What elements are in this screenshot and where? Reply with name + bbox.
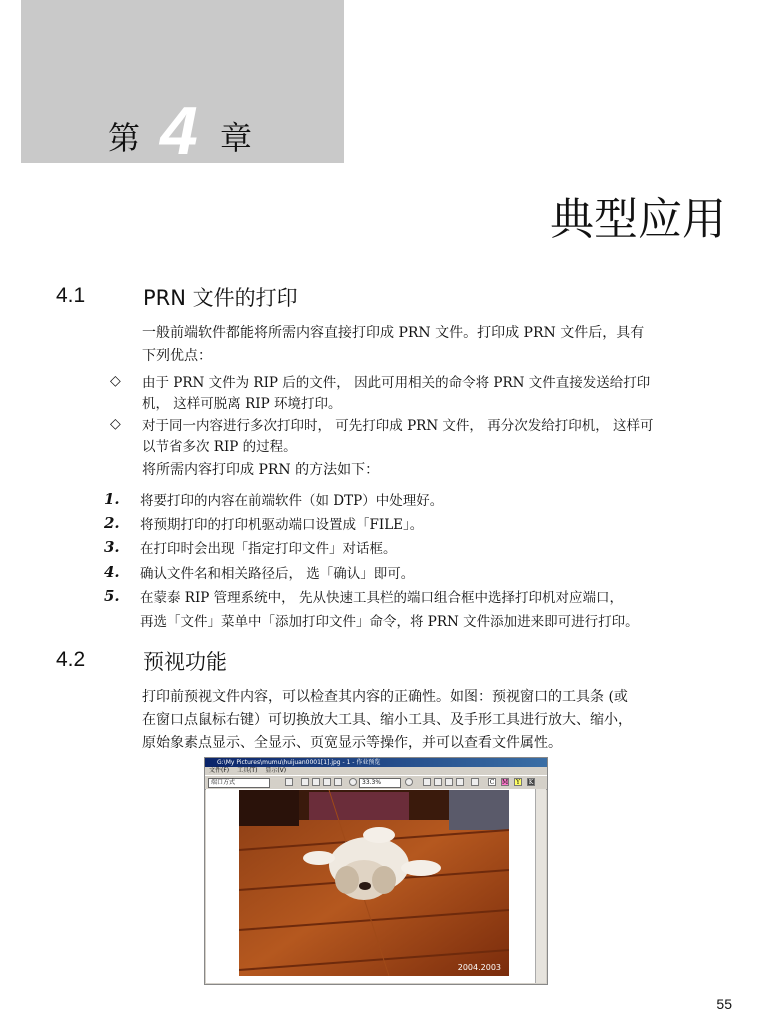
preview-canvas (206, 789, 536, 983)
magenta-channel-button: M (502, 779, 509, 786)
step-text: 再选「文件」菜单中「添加打印文件」命令，将 PRN 文件添加进来即可进行打印。 (140, 614, 639, 630)
actual-size-icon (445, 778, 453, 786)
section-number: 4.2 (56, 648, 86, 671)
dog-photo (239, 790, 509, 976)
bullet-line: 对于同一内容进行多次打印时， 可先打印成 PRN 文件， 再分次发给打印机， 这样可 (142, 418, 654, 434)
port-combo: 端口方式 (208, 778, 270, 788)
step-number: 2. (104, 514, 120, 532)
chapter-title: 典型应用 (550, 194, 726, 245)
step-number: 4. (104, 563, 120, 581)
zoom-in-tool-icon (301, 778, 309, 786)
hand-tool-icon (323, 778, 331, 786)
dog-photo-illustration (239, 790, 509, 976)
paragraph-line: 打印前预视文件内容，可以检查其内容的正确性。如图：预视窗口的工具条 (或 (142, 689, 628, 705)
step-text: 将要打印的内容在前端软件（如 DTP）中处理好。 (140, 493, 444, 509)
paragraph-line: 原始象素点显示、全显示、页宽显示等操作，并可以查看文件属性。 (142, 735, 562, 751)
grid-icon (471, 778, 479, 786)
chapter-prefix: 第 (108, 119, 141, 157)
rotate-tool-icon (334, 778, 342, 786)
chapter-suffix: 章 (220, 119, 253, 157)
paragraph-line: 将所需内容打印成 PRN 的方法如下： (142, 462, 380, 478)
step-text: 将预期打印的打印机驱动端口设置成「FILE」。 (140, 517, 424, 533)
zoom-plus-icon (405, 778, 413, 786)
zoom-out-tool-icon (312, 778, 320, 786)
preview-window-titlebar: G:\My Pictures\mumu\huijuan0001[1].jpg - 1 - 作业预览 (205, 758, 547, 767)
step-number: 5. (104, 587, 120, 605)
diamond-bullet-icon: ◇ (110, 416, 121, 432)
black-channel-button: K (528, 779, 534, 786)
page-tool-icon (285, 778, 293, 786)
yellow-channel-button: Y (514, 778, 522, 786)
step-text: 在打印时会出现「指定打印文件」对话框。 (140, 541, 397, 557)
photo-date-stamp: 2004.2003 (457, 963, 501, 972)
zoom-combo: 33.3% (359, 778, 401, 788)
preview-window-toolbar (205, 775, 547, 790)
menu-view: 显示(V) (265, 767, 287, 774)
menu-file: 文件(F) (209, 767, 230, 774)
step-number: 1. (104, 490, 120, 508)
section-title: PRN 文件的打印 (143, 286, 298, 310)
section-title: 预视功能 (143, 650, 227, 674)
bullet-line: 以节省多次 RIP 的过程。 (142, 439, 297, 455)
step-text: 确认文件名和相关路径后， 选「确认」即可。 (140, 566, 415, 582)
preview-scrollbar (535, 789, 546, 983)
paragraph-line: 在窗口点鼠标右键）可切换放大工具、缩小工具、及手形工具进行放大、缩小， (142, 712, 632, 728)
step-text: 在蒙泰 RIP 管理系统中， 先从快速工具栏的端口组合框中选择打印机对应端口， (140, 590, 623, 606)
paragraph-line: 下列优点： (142, 348, 212, 364)
page-number: 55 (716, 996, 732, 1012)
zoom-minus-icon (349, 778, 357, 786)
step-number: 3. (104, 538, 120, 556)
properties-icon (456, 778, 464, 786)
bullet-line: 由于 PRN 文件为 RIP 后的文件， 因此可用相关的命令将 PRN 文件直接发送给打印 (142, 375, 651, 391)
chapter-number: 4 (160, 93, 198, 169)
preview-window-screenshot (204, 757, 548, 985)
paragraph-line: 一般前端软件都能将所需内容直接打印成 PRN 文件。打印成 PRN 文件后，具有 (142, 325, 645, 341)
fit-page-icon (423, 778, 431, 786)
bullet-line: 机， 这样可脱离 RIP 环境打印。 (142, 396, 342, 412)
cyan-channel-button: C (489, 779, 495, 786)
section-number: 4.1 (56, 284, 86, 307)
diamond-bullet-icon: ◇ (110, 373, 121, 389)
fit-width-icon (434, 778, 442, 786)
menu-tools: 工具(T) (237, 767, 258, 774)
preview-window-menubar (205, 767, 547, 775)
